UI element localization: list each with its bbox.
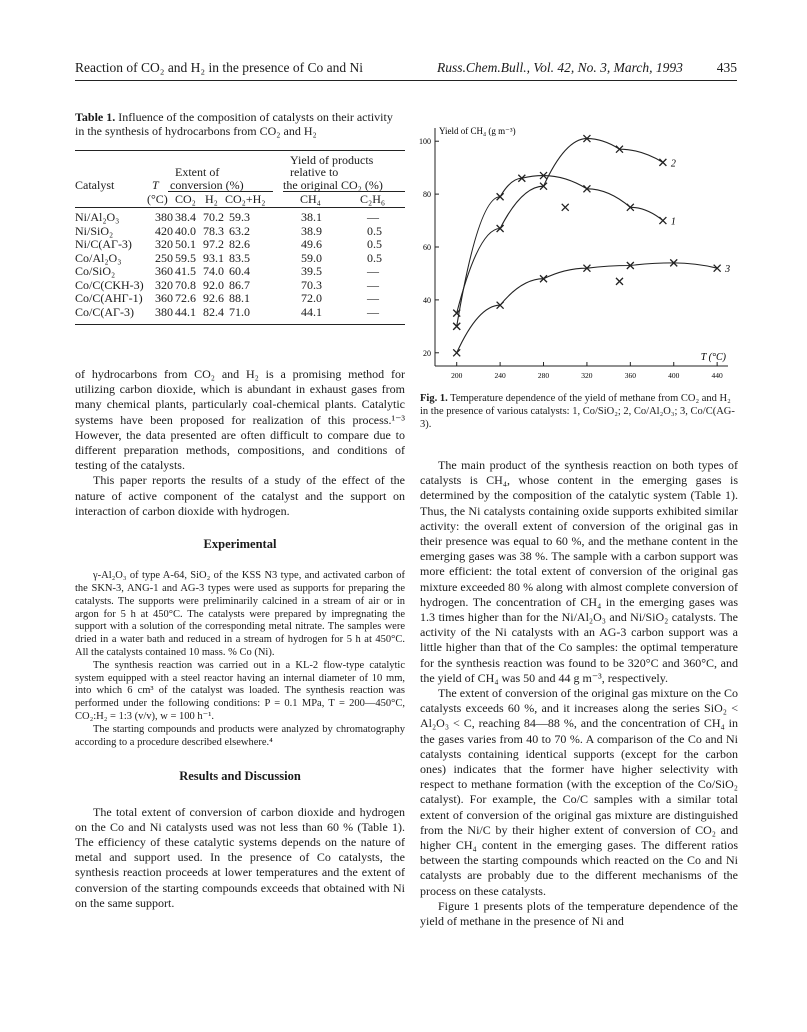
cell-ch4: 49.6: [301, 237, 322, 251]
cell-h2: 70.2: [203, 210, 224, 224]
table-top-rule: [75, 150, 405, 151]
cell-sum: 83.5: [229, 250, 250, 265]
x-tick-label: 280: [537, 371, 550, 380]
cell-h2: 78.3: [203, 223, 224, 238]
cell-temperature: 380: [155, 304, 173, 319]
figure-caption: [420, 392, 738, 431]
cell-h2: 74.0: [203, 264, 224, 278]
y-tick-label: 100: [419, 137, 431, 147]
series-point-3: [714, 265, 721, 272]
header-extent-line1: Extent of: [175, 165, 220, 179]
experimental-paragraph-1: γ-Al₂O₃ of type A-64, SiO₂ of the KSS N3 type, and activated carbon of the SKN-3, ANG-1 and AG-3 types were used as supports for preparing the catalysts. The supports were preliminarily calcined in a stream of air or in argon for 5 h at 450°C. The catalysts were prepared by impregnating the support with a solution of the corresponding metal nitrate. The samples were dried in a water bath and reduced in a stream of hydrogen for 5 h at 450°C. All the catalysts contained 10 mass. % Co (Ni).: [75, 570, 405, 659]
cell-sum: 59.3: [229, 210, 250, 224]
header-t-unit: (°C): [147, 192, 168, 206]
experimental-paragraph-3: The starting compounds and products were analyzed by chromatography according to a procedure described elsewhere.⁴: [75, 723, 405, 748]
header-ch4: CH₄: [300, 192, 321, 206]
cell-catalyst: Ni/Al₂O₃: [75, 210, 120, 224]
cell-co2: 70.8: [175, 277, 196, 292]
series-label-2: 2: [670, 158, 676, 170]
header-yield-line3: the original CO₂ (%): [283, 178, 383, 192]
cell-sum: 63.2: [229, 223, 250, 238]
header-yield-line1: Yield of products: [290, 153, 374, 167]
cell-sum: 71.0: [229, 304, 250, 319]
cell-c2h6: —: [367, 291, 379, 305]
cell-ch4: 39.5: [301, 264, 322, 278]
cell-temperature: 380: [155, 210, 173, 224]
experimental-heading: Experimental: [203, 537, 277, 552]
right-paragraph-2: The extent of conversion of the original gas mixture on the Co catalysts exceeds 60 %, and it increases along the series SiO₂ < Al₂O₃ < C, reaching 84—88 %, and the concentration of CH₄ in the gases varies from 40 to 70 %. A comparison of the Co and Ni catalysts containing identical supports (except for the carbon ones) indicates that the former have higher selectivity with respect to methane formation (with the exception of the Co/SiO₂ catalyst). For example, the Co/C samples with a similar total extent of conversion of the original gas mixture are distinguished from the Ni/C by their higher extent of conversion of CO₂ and higher CH₄ content in the emerging gases. The different ratios between the starting compounds which reacted on the Co and Ni catalysts are probably due to the different mechanisms of the process on these catalysts.: [420, 686, 738, 898]
cell-catalyst: Co/C(AHГ-1): [75, 291, 143, 305]
cell-h2: 92.6: [203, 291, 224, 305]
x-tick-label: 200: [451, 371, 463, 380]
x-tick-label: 400: [668, 371, 680, 380]
figure-caption-text: Temperature dependence of the yield of methane from CO₂ and H₂ in the presence of various catalysts: 1, Co/SiO₂; 2, Co/Al₂O₃; 3, Co/C(AG-3).: [420, 393, 735, 430]
cell-ch4: 38.9: [301, 223, 322, 238]
left-column: [75, 367, 405, 911]
cell-catalyst: Ni/SiO₂: [75, 223, 114, 238]
results-heading: Results and Discussion: [179, 769, 301, 784]
cell-c2h6: 0.5: [367, 237, 382, 251]
figure-label: Fig. 1.: [420, 393, 448, 404]
cell-ch4: 72.0: [301, 291, 322, 305]
cell-ch4: 70.3: [301, 277, 322, 292]
cell-catalyst: Ni/C(AГ-3): [75, 237, 132, 251]
cell-sum: 60.4: [229, 264, 250, 278]
series-point-3: [453, 349, 460, 356]
right-paragraph-1: The main product of the synthesis reaction on both types of catalysts is CH₄, whose content in the emerging gases is determined by the composition of the catalytic system (Table 1). Thus, the Ni catalysts containing oxide supports exhibited similar activity: the overall extent of conversion of the original gas in their presence was equal to 60 %, and the methane content in the emerging gases was 38 %. The sample with a carbon support was more efficient: the total extent of conversion of the original gas mixture exceeded 80 % along with almost complete conversion of hydrogen. The concentration of CH₄ in the emerging gases was 1.3 times higher than for the Ni/Al₂O₃ and Ni/SiO₂ catalysts. The activity of the Ni catalysts with an AG-3 carbon support was a little higher than that of the Co samples: the optimal temperature for the synthesis reaction was found to be 320°C and 360°C, and the yield of CH₄ was 50 and 44 g m⁻³, respectively.: [420, 458, 738, 685]
x-tick-label: 320: [581, 371, 593, 380]
cell-c2h6: 0.5: [367, 223, 382, 238]
cell-co2: 72.6: [175, 291, 196, 305]
cell-catalyst: Co/Al₂O₃: [75, 250, 122, 265]
intro-paragraph-2: This paper reports the results of a study of the effect of the nature of active component of the catalyst and the support on interaction of carbon dioxide with hydrogen.: [75, 473, 405, 518]
x-axis-label: T (°C): [700, 352, 726, 363]
results-paragraph-1: The total extent of conversion of carbon dioxide and hydrogen on the Co and Ni catalysts used was not less than 60 % (Table 1). The efficiency of these catalytic systems depends on the nature of metal and support used. In the presence of Co catalysts, the synthesis reaction proceeds at lower temperatures and the extent of conversion of the starting compounds exceeds that obtained with Ni on the same support.: [75, 804, 405, 910]
right-column: [420, 458, 738, 929]
cell-c2h6: —: [367, 264, 379, 278]
series-point-1: [659, 217, 666, 224]
cell-h2: 97.2: [203, 237, 224, 251]
data-table: [75, 150, 405, 325]
x-tick-label: 360: [624, 371, 636, 380]
header-co2: CO₂: [175, 192, 196, 206]
cell-h2: 93.1: [203, 250, 224, 265]
cell-catalyst: Co/C(AГ-3): [75, 304, 134, 319]
cell-co2: 59.5: [175, 250, 196, 265]
header-co2h2: CO₂+H₂: [225, 192, 266, 206]
header-catalyst: Catalyst: [75, 178, 115, 192]
figure-1-chart: [410, 118, 740, 388]
cell-temperature: 360: [155, 264, 173, 278]
header-h2: H₂: [205, 192, 218, 206]
x-tick-label: 440: [711, 371, 723, 380]
y-axis-label: Yield of CH₄ (g m⁻³): [439, 126, 516, 136]
series-line-1: [457, 176, 663, 327]
cell-h2: 82.4: [203, 304, 224, 319]
cell-ch4: 59.0: [301, 250, 322, 265]
cell-ch4: 44.1: [301, 304, 322, 319]
cell-h2: 92.0: [203, 277, 224, 292]
series-point-2: [659, 159, 666, 166]
cell-co2: 40.0: [175, 223, 196, 238]
cell-co2: 41.5: [175, 264, 196, 278]
cell-sum: 88.1: [229, 291, 250, 305]
cell-catalyst: Co/C(CKH-3): [75, 277, 144, 292]
series-label-3: 3: [725, 264, 731, 276]
cell-co2: 38.4: [175, 210, 196, 224]
isolated-point: [616, 278, 623, 285]
series-line-3: [457, 263, 717, 353]
table-caption: [75, 110, 405, 138]
y-tick-label: 60: [423, 243, 431, 252]
cell-catalyst: Co/SiO₂: [75, 264, 116, 278]
header-yield-line2: relative to: [290, 165, 339, 179]
cell-temperature: 360: [155, 291, 173, 305]
header-c2h6: C₂H₆: [360, 192, 386, 206]
cell-c2h6: 0.5: [367, 250, 382, 265]
table-label: Table 1.: [75, 110, 116, 124]
chart-plot: [419, 126, 730, 380]
running-head-journal: Russ.Chem.Bull., Vol. 42, No. 3, March, 1993: [437, 60, 683, 75]
cell-sum: 86.7: [229, 277, 250, 292]
cell-temperature: 420: [155, 223, 173, 238]
cell-co2: 50.1: [175, 237, 196, 251]
cell-c2h6: —: [367, 277, 379, 292]
cell-ch4: 38.1: [301, 210, 322, 224]
right-paragraph-3: Figure 1 presents plots of the temperature dependence of the yield of methane in the presence of Ni and: [420, 898, 738, 929]
isolated-point: [562, 204, 569, 211]
page-number: 435: [716, 60, 737, 75]
cell-co2: 44.1: [175, 304, 196, 319]
cell-temperature: 320: [155, 237, 173, 251]
cell-sum: 82.6: [229, 237, 250, 251]
y-tick-label: 80: [423, 190, 431, 200]
series-line-2: [457, 139, 663, 314]
cell-c2h6: —: [367, 304, 379, 319]
table-bottom-rule: [75, 324, 405, 325]
running-head: [75, 58, 737, 81]
x-tick-label: 240: [494, 371, 506, 380]
cell-temperature: 250: [155, 250, 173, 265]
series-label-1: 1: [670, 216, 676, 228]
y-tick-label: 20: [423, 348, 431, 358]
header-extent-line2: conversion (%): [170, 178, 244, 192]
table-header-rule: [75, 207, 405, 208]
running-head-title: Reaction of CO₂ and H₂ in the presence of Co and Ni: [75, 60, 363, 75]
y-tick-label: 40: [423, 295, 431, 305]
intro-paragraph: of hydrocarbons from CO₂ and H₂ is a promising method for utilizing carbon dioxide, which is abundant in exhaust gases from many chemical plants, particularly coal-chemical plants. Catalytic systems have been proposed for realization of this process.¹⁻³ However, the data presented are often difficult to compare due to different preparation methods, compositions, and conditions of testing of the catalysts.: [75, 367, 405, 473]
cell-c2h6: —: [367, 210, 379, 224]
table-caption-text: Influence of the composition of catalysts on their activity in the synthesis of hydrocarbons from CO₂ and H₂: [75, 110, 393, 138]
header-temperature: T: [152, 178, 159, 192]
cell-temperature: 320: [155, 277, 173, 292]
experimental-paragraph-2: The synthesis reaction was carried out in a KL-2 flow-type catalytic system equipped with a steel reactor having an internal diameter of 10 mm, into which 6 cm³ of the catalyst was loaded. The synthesis reaction was performed under the following conditions: P = 0.1 MPa, T = 200—450°C, CO₂:H₂ = 1:3 (v/v), w = 100 h⁻¹.: [75, 659, 405, 722]
